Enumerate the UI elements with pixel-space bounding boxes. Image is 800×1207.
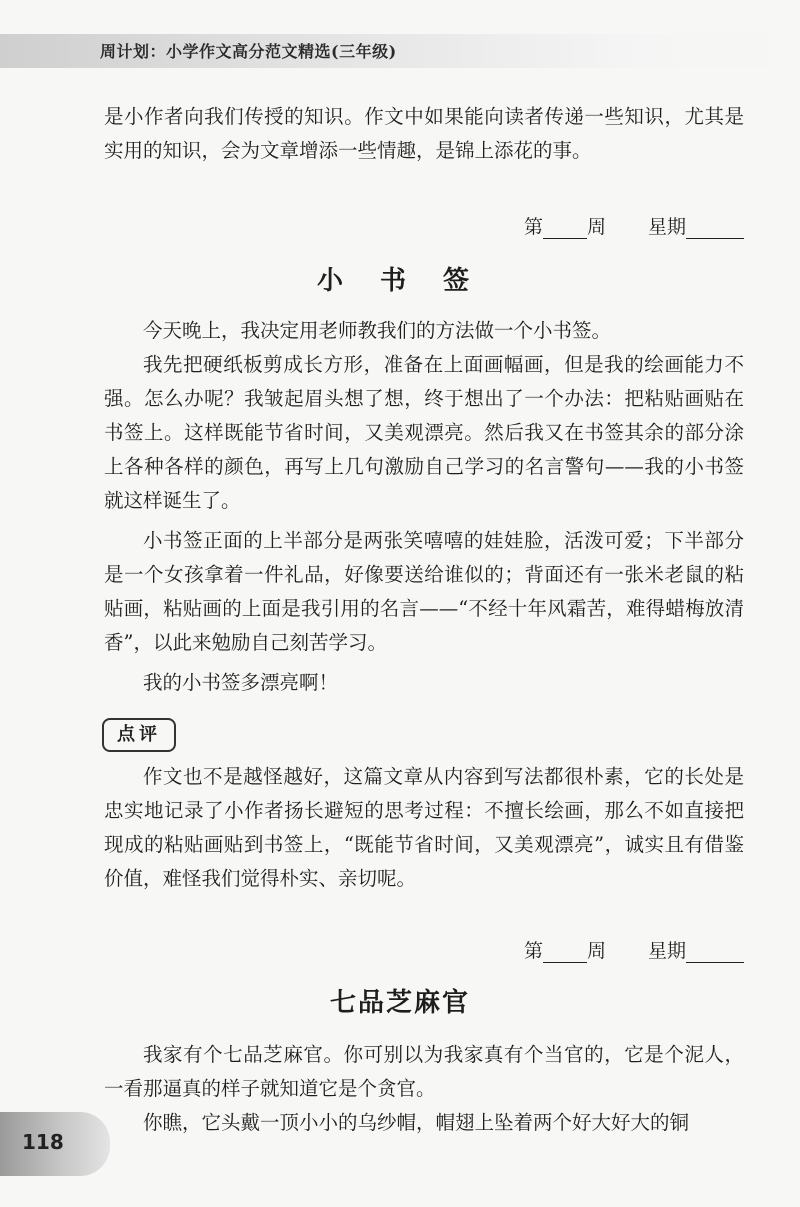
week-di-label: 第: [523, 940, 543, 962]
week-zhou-label: 周: [586, 940, 606, 962]
essay2-paragraph-2: 你瞧，它头戴一顶小小的乌纱帽，帽翅上坠着两个好大好大的铜: [143, 1111, 690, 1134]
essay2-paragraph-1: 我家有个七品芝麻官。你可别以为我家真有个当官的，它是个泥人，一看那逼真的样子就知道它是个贪官。: [104, 1043, 744, 1100]
week-number-blank: [543, 218, 587, 239]
essay2-title: 七品芝麻官: [329, 988, 470, 1018]
essay1-paragraph-4: 我的小书签多漂亮啊！: [143, 671, 339, 694]
intro-paragraph: 是小作者向我们传授的知识。作文中如果能向读者传递一些知识，尤其是实用的知识，会为文章增添一些情趣，是锦上添花的事。: [104, 105, 744, 162]
weekday-label: 星期: [647, 940, 686, 962]
essay1-paragraph-1: 今天晚上，我决定用老师教我们的方法做一个小书签。: [143, 319, 612, 342]
comment-badge: 点评: [102, 718, 176, 752]
week-di-label: 第: [523, 216, 543, 238]
weekday-blank: [686, 942, 744, 963]
running-header: 周计划：小学作文高分范文精选(三年级): [100, 42, 397, 61]
week-line-2: [524, 936, 744, 963]
week-zhou-label: 周: [586, 216, 606, 238]
essay1-title: 小 书 签: [316, 266, 484, 296]
essay1-paragraph-2: 我先把硬纸板剪成长方形，准备在上面画幅画，但是我的绘画能力不强。怎么办呢？我皱起眉头想了想，终于想出了一个办法：把粘贴画贴在书签上。这样既能节省时间，又美观漂亮。然后我又在书签其余的部分涂上各种各样的颜色，再写上几句激励自己学习的名言警句——我的小书签就这样诞生了。: [104, 353, 744, 512]
weekday-label: 星期: [647, 216, 686, 238]
weekday-blank: [686, 218, 744, 239]
page-number: 118: [22, 1130, 64, 1154]
comment-paragraph: 作文也不是越怪越好，这篇文章从内容到写法都很朴素，它的长处是忠实地记录了小作者扬长避短的思考过程：不擅长绘画，那么不如直接把现成的粘贴画贴到书签上，“既能节省时间，又美观漂亮”，诚实且有借鉴价值，难怪我们觉得朴实、亲切呢。: [104, 765, 744, 890]
essay1-paragraph-3: 小书签正面的上半部分是两张笑嘻嘻的娃娃脸，活泼可爱；下半部分是一个女孩拿着一件礼品，好像要送给谁似的；背面还有一张米老鼠的粘贴画，粘贴画的上面是我引用的名言——“不经十年风霜苦，难得蜡梅放清香”，以此来勉励自己刻苦学习。: [104, 529, 744, 654]
week-line-1: [524, 212, 744, 239]
week-number-blank: [543, 942, 587, 963]
